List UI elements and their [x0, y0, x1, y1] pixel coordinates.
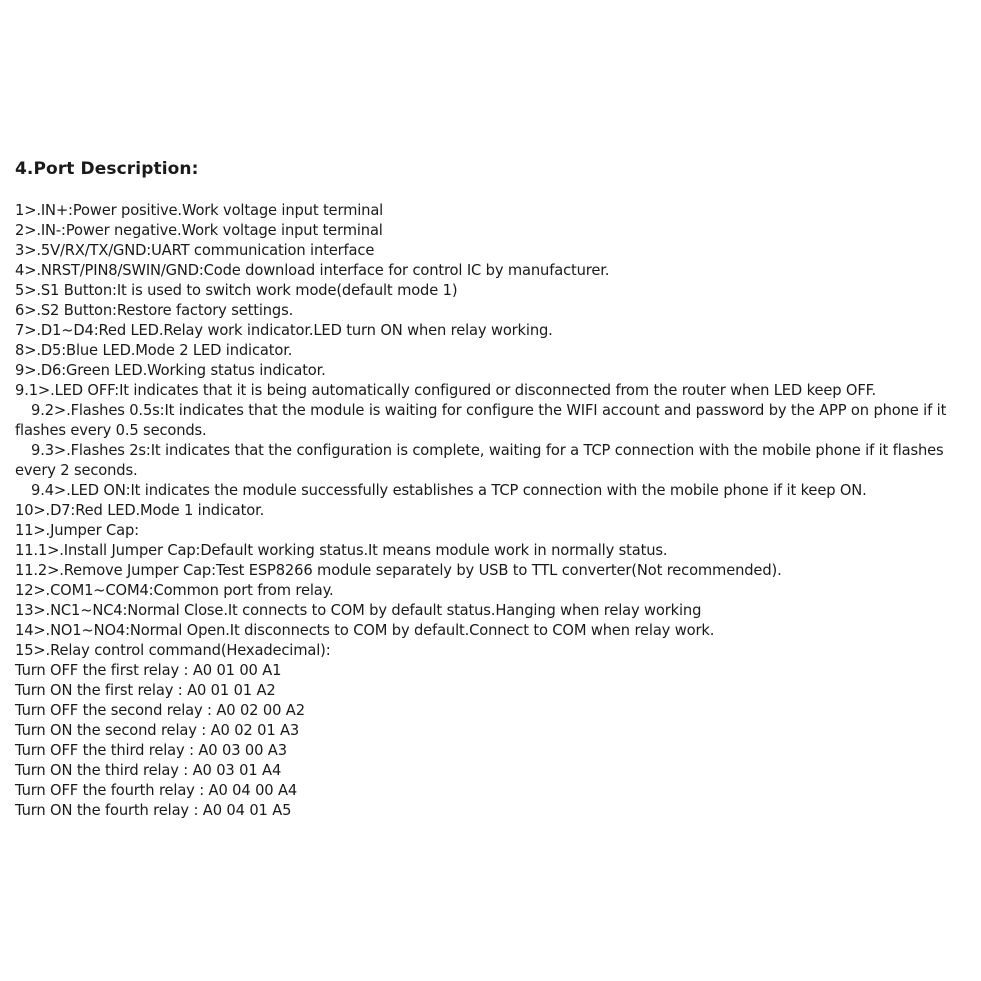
description-lines [15, 201, 965, 821]
description-line: Turn OFF the first relay : A0 01 00 A1 [15, 662, 282, 679]
description-line: 9>.D6:Green LED.Working status indicator. [15, 362, 326, 379]
description-line: 9.1>.LED OFF:It indicates that it is being automatically configured or disconnected from the router when LED keep OFF. [15, 382, 877, 399]
description-line: 9.4>.LED ON:It indicates the module successfully establishes a TCP connection with the mobile phone if it keep ON. [31, 482, 867, 499]
description-line: 8>.D5:Blue LED.Mode 2 LED indicator. [15, 342, 293, 359]
description-line: Turn ON the second relay : A0 02 01 A3 [15, 722, 300, 739]
description-line: Turn OFF the fourth relay : A0 04 00 A4 [15, 782, 298, 799]
description-line: Turn ON the third relay : A0 03 01 A4 [15, 762, 282, 779]
description-line: 10>.D7:Red LED.Mode 1 indicator. [15, 502, 265, 519]
description-line: 5>.S1 Button:It is used to switch work mode(default mode 1) [15, 282, 458, 299]
description-line: 11>.Jumper Cap: [15, 522, 139, 539]
description-line: 12>.COM1~COM4:Common port from relay. [15, 582, 334, 599]
description-line: 9.3>.Flashes 2s:It indicates that the configuration is complete, waiting for a TCP connection with the mobile phone if it flashes every 2 seconds. [15, 442, 944, 479]
description-line: 7>.D1~D4:Red LED.Relay work indicator.LED turn ON when relay working. [15, 322, 553, 339]
description-line: 11.1>.Install Jumper Cap:Default working status.It means module work in normally status. [15, 542, 668, 559]
section-heading: 4.Port Description: [15, 159, 199, 179]
description-line: Turn ON the fourth relay : A0 04 01 A5 [15, 802, 292, 819]
description-line: 11.2>.Remove Jumper Cap:Test ESP8266 module separately by USB to TTL converter(Not recommended). [15, 562, 782, 579]
description-line: 1>.IN+:Power positive.Work voltage input terminal [15, 202, 384, 219]
description-line: 2>.IN-:Power negative.Work voltage input terminal [15, 222, 383, 239]
description-line: 13>.NC1~NC4:Normal Close.It connects to COM by default status.Hanging when relay working [15, 602, 702, 619]
description-line: 15>.Relay control command(Hexadecimal): [15, 642, 331, 659]
port-description-section [15, 157, 965, 821]
description-line: 3>.5V/RX/TX/GND:UART communication interface [15, 242, 375, 259]
description-line: Turn ON the first relay : A0 01 01 A2 [15, 682, 276, 699]
description-line: 6>.S2 Button:Restore factory settings. [15, 302, 294, 319]
description-line: 14>.NO1~NO4:Normal Open.It disconnects to COM by default.Connect to COM when relay work. [15, 622, 715, 639]
description-line: Turn OFF the second relay : A0 02 00 A2 [15, 702, 305, 719]
description-line: 9.2>.Flashes 0.5s:It indicates that the module is waiting for configure the WIFI account and password by the APP on phone if it flashes every 0.5 seconds. [15, 402, 947, 439]
description-line: 4>.NRST/PIN8/SWIN/GND:Code download interface for control IC by manufacturer. [15, 262, 610, 279]
description-line: Turn OFF the third relay : A0 03 00 A3 [15, 742, 287, 759]
